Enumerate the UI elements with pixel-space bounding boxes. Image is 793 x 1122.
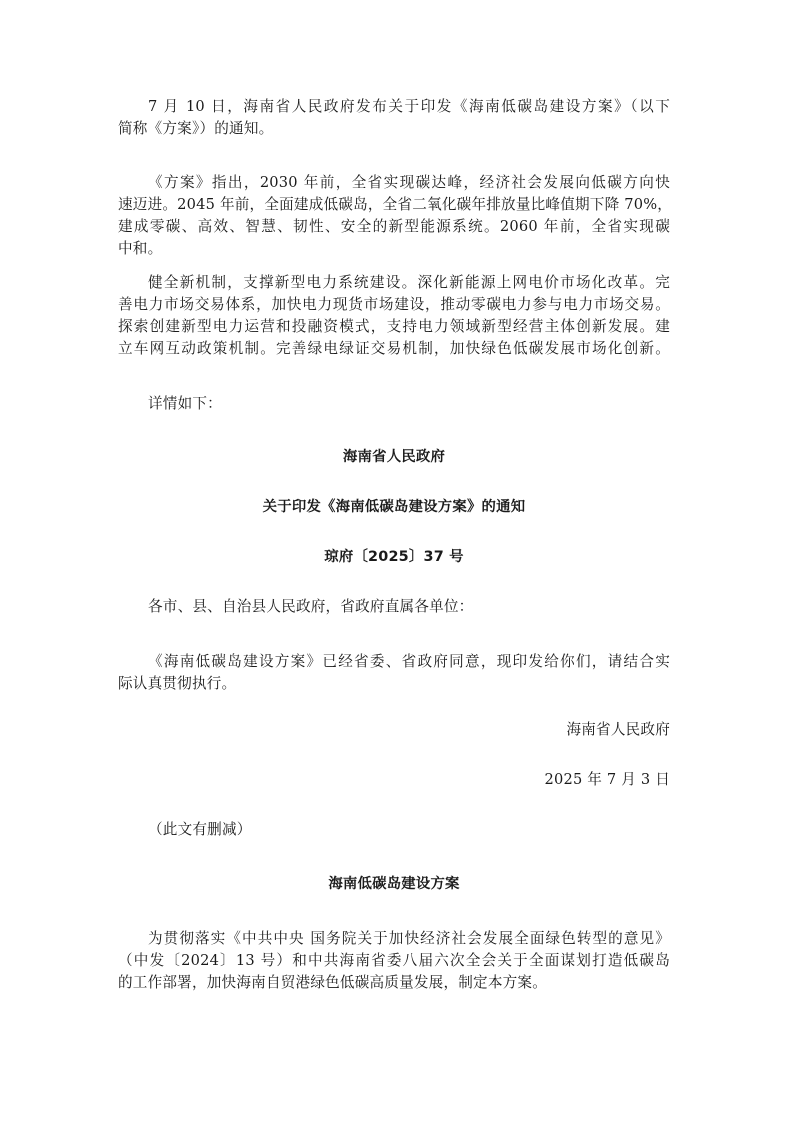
mechanism-line-3: 探索创建新型电力运营和投融资模式，支持电力领域新型经营主体创新发展。建 [118, 318, 670, 335]
addressee: 各市、县、自治县人民政府，省政府直属各单位： [148, 598, 474, 615]
issuer-title: 海南省人民政府 [342, 449, 446, 465]
intro-line-1: 7 月 10 日，海南省人民政府发布关于印发《海南低碳岛建设方案》（以下 [148, 98, 670, 115]
signature: 海南省人民政府 [566, 721, 670, 738]
summary-line-2: 速迈进。2045 年前，全面建成低碳岛，全省二氧化碳年排放量比峰值期下降 70%， [118, 196, 673, 213]
mechanism-line-4: 立车网互动政策机制。完善绿电绿证交易机制，加快绿色低碳发展市场化创新。 [118, 340, 670, 357]
doc-number: 琼府〔2025〕37 号 [324, 549, 464, 565]
notice-body-line-1: 《海南低碳岛建设方案》已经省委、省政府同意，现印发给你们，请结合实 [148, 653, 670, 670]
plan-title: 海南低碳岛建设方案 [328, 876, 460, 892]
plan-line-3: 的工作部署，加快海南自贸港绿色低碳高质量发展，制定本方案。 [118, 974, 548, 991]
plan-line-2: （中发〔2024〕13 号）和中共海南省委八届六次全会关于全面谋划打造低碳岛 [118, 952, 670, 969]
abridged-note: （此文有删减） [148, 821, 252, 838]
plan-line-1: 为贯彻落实《中共中央 国务院关于加快经济社会发展全面绿色转型的意见》 [148, 930, 670, 947]
issue-date: 2025 年 7 月 3 日 [544, 771, 670, 788]
summary-line-1: 《方案》指出，2030 年前，全省实现碳达峰，经济社会发展向低碳方向快 [148, 174, 670, 191]
mechanism-line-1: 健全新机制，支撑新型电力系统建设。深化新能源上网电价市场化改革。完 [148, 274, 670, 291]
mechanism-line-2: 善电力市场交易体系，加快电力现货市场建设，推动零碳电力参与电力市场交易。 [118, 296, 670, 313]
notice-title: 关于印发《海南低碳岛建设方案》的通知 [262, 499, 526, 515]
summary-line-4: 中和。 [118, 240, 163, 257]
details-label: 详情如下： [148, 395, 222, 412]
summary-line-3: 建成零碳、高效、智慧、韧性、安全的新型能源系统。2060 年前，全省实现碳 [118, 218, 670, 235]
intro-line-2: 简称《方案》）的通知。 [118, 120, 274, 137]
notice-body-line-2: 际认真贯彻执行。 [118, 675, 237, 692]
